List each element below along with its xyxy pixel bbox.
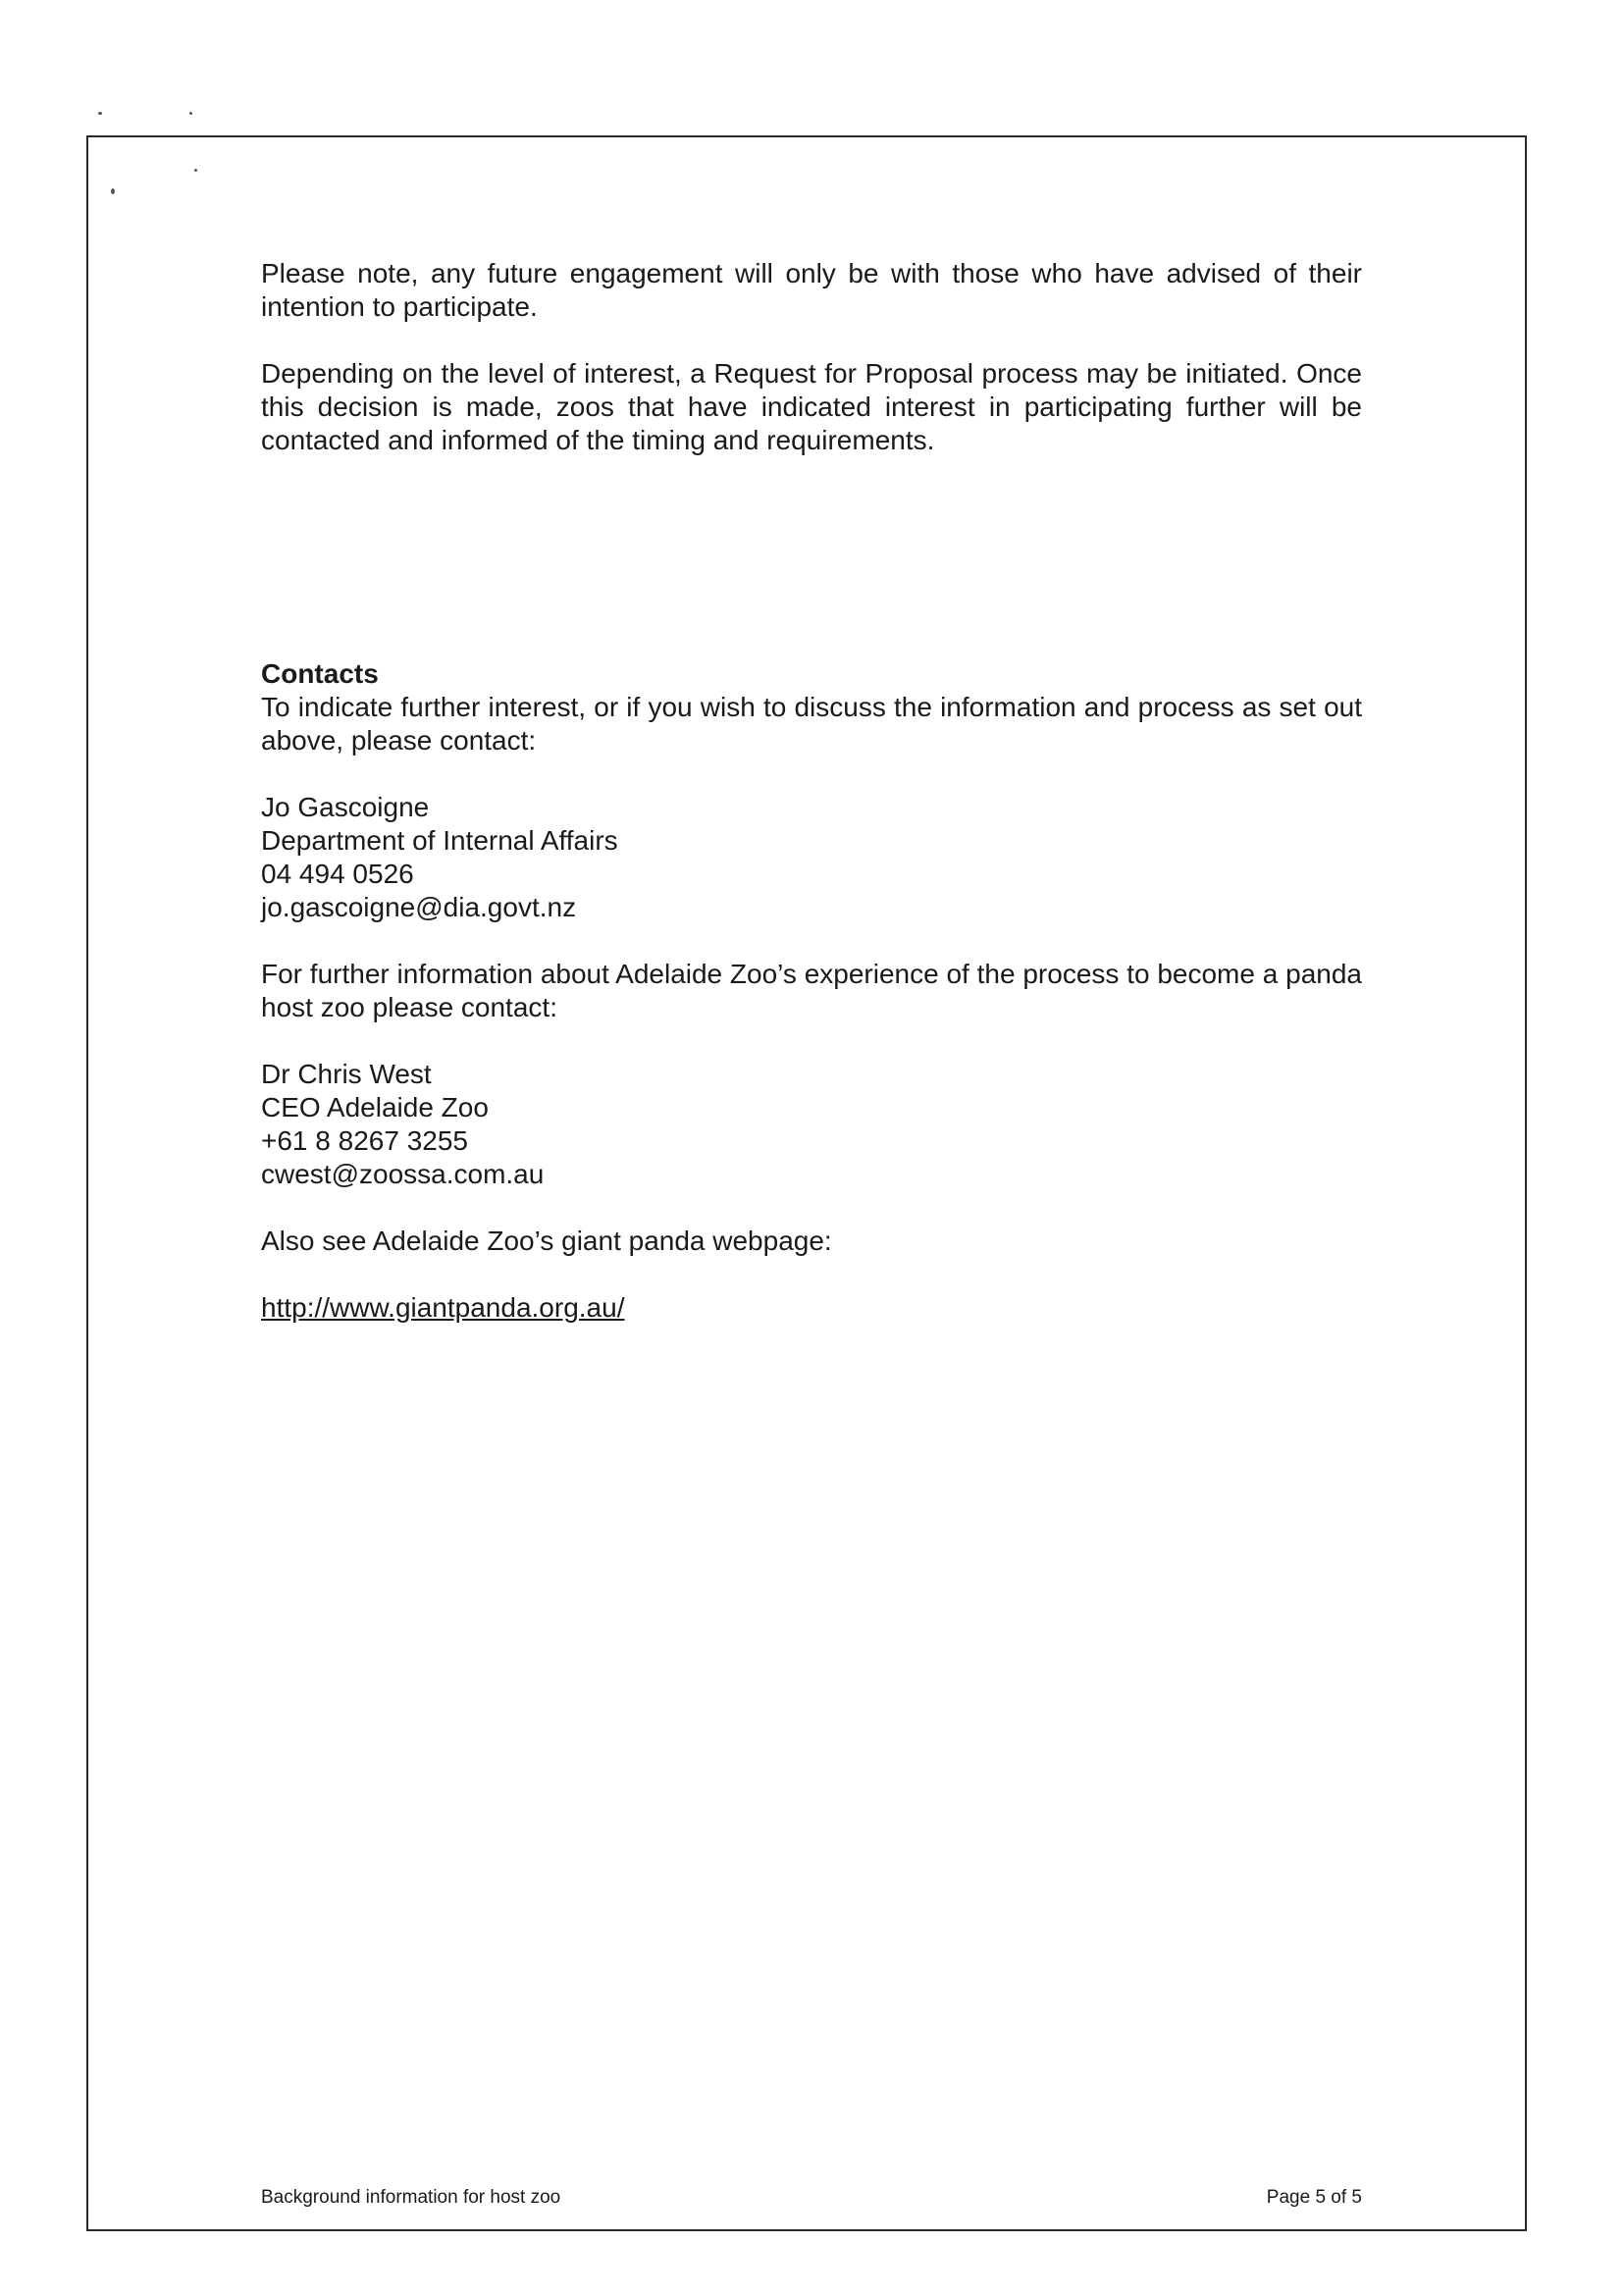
scan-speck <box>98 112 102 115</box>
contacts-intro: To indicate further interest, or if you wish to discuss the information and process as set out above, please contact: <box>261 692 1362 756</box>
scan-speck <box>194 169 197 172</box>
secondary-contact-name: Dr Chris West <box>261 1059 432 1089</box>
footer-page-number: Page 5 of 5 <box>1266 2187 1362 2208</box>
primary-contact-name: Jo Gascoigne <box>261 792 430 822</box>
webpage-intro: Also see Adelaide Zoo’s giant panda webpage: <box>261 1226 832 1256</box>
primary-contact-phone: 04 494 0526 <box>261 859 414 889</box>
secondary-contact-title: CEO Adelaide Zoo <box>261 1092 489 1122</box>
secondary-contact-email: cwest@zoossa.com.au <box>261 1159 545 1189</box>
process-paragraph: Depending on the level of interest, a Request for Proposal process may be initiated. Once this decision is made, zoos that have indicated interest in participating further will be contacted and informed of the timing and requirements. <box>261 358 1362 455</box>
secondary-contact-phone: +61 8 8267 3255 <box>261 1125 468 1156</box>
adelaide-intro-paragraph: For further information about Adelaide Zoo’s experience of the process to become a panda host zoo please contact: <box>261 959 1362 1022</box>
primary-contact-organization: Department of Internal Affairs <box>261 825 618 856</box>
document-body <box>261 257 1362 1325</box>
note-paragraph: Please note, any future engagement will only be with those who have advised of their intention to participate. <box>261 258 1362 322</box>
contacts-heading: Contacts <box>261 658 379 689</box>
scan-speck <box>189 112 192 115</box>
giant-panda-webpage-link[interactable]: http://www.giantpanda.org.au/ <box>261 1292 625 1323</box>
webpage-link-line <box>261 1291 1362 1325</box>
footer-document-title: Background information for host zoo <box>261 2187 561 2208</box>
secondary-contact <box>261 1058 1362 1191</box>
scan-speck <box>111 188 115 194</box>
primary-contact <box>261 791 1362 924</box>
primary-contact-email: jo.gascoigne@dia.govt.nz <box>261 892 577 922</box>
